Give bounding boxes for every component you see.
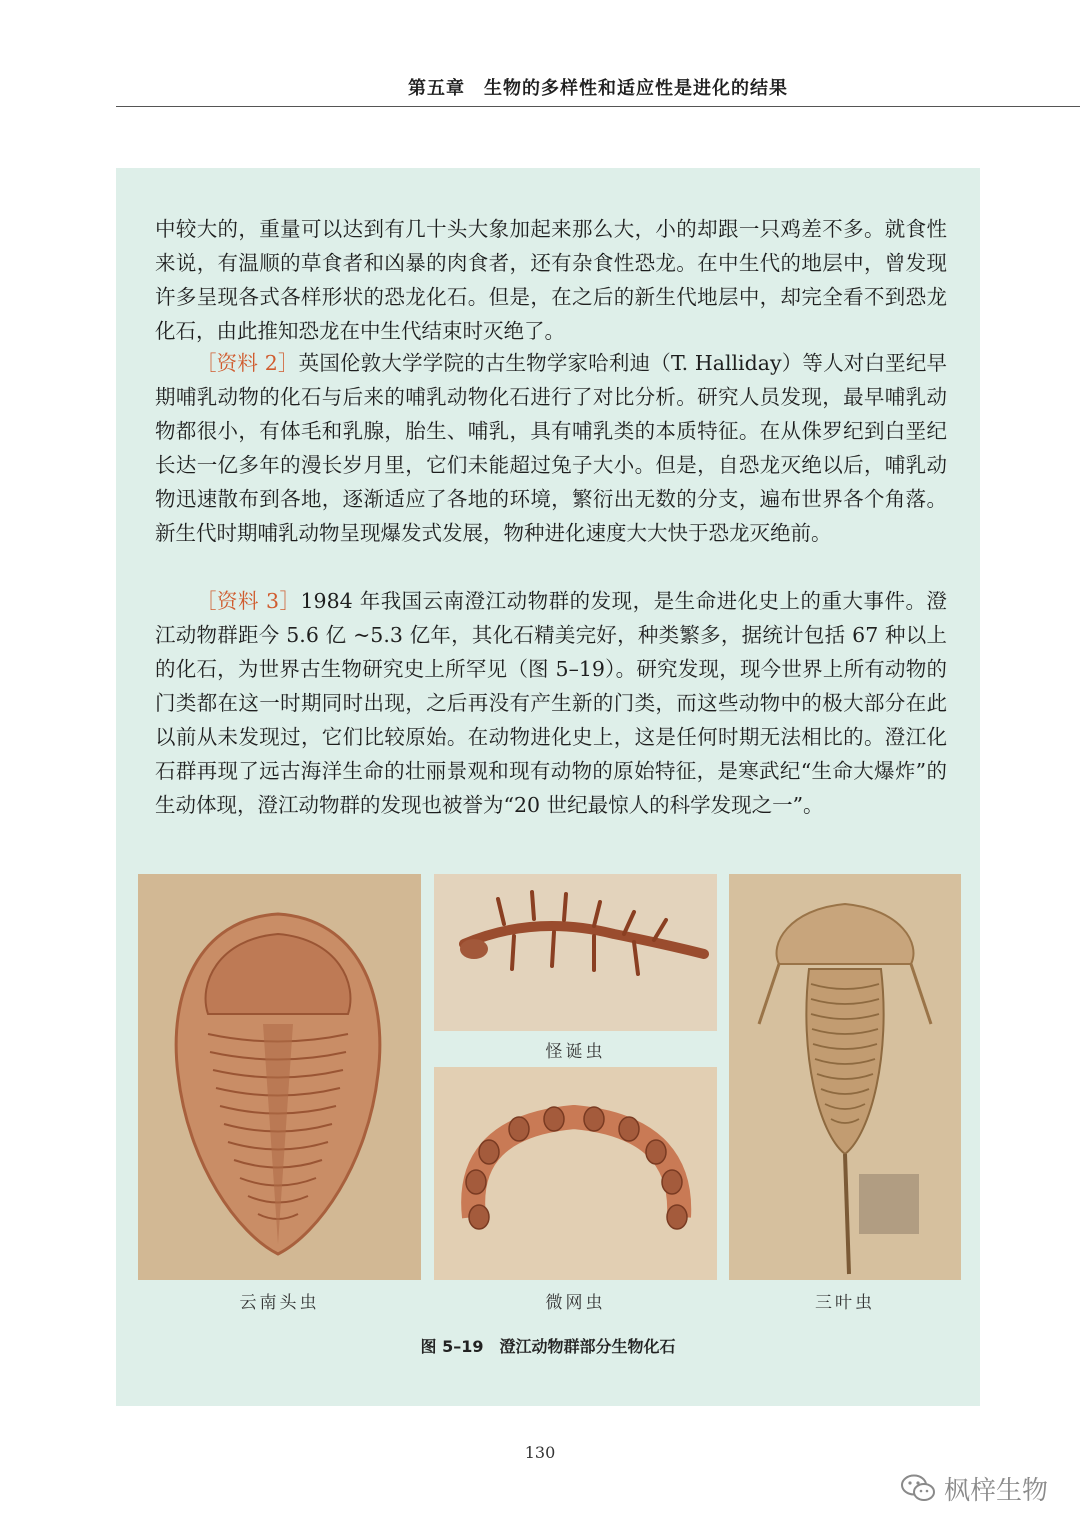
- wechat-icon: [900, 1473, 936, 1503]
- caption-weiwang: 微网虫: [545, 1293, 606, 1313]
- header-rule: [116, 106, 1080, 107]
- paragraph-dinosaurs: 中较大的，重量可以达到有几十头大象加起来那么大，小的却跟一只鸡差不多。就食性来说，有温顺的草食者和凶暴的肉食者，还有杂食性恐龙。在中生代的地层中，曾发现许多呈现各式各样形状的恐龙化石。但是，在之后的新生代地层中，却完全看不到恐龙化石，由此推知恐龙在中生代结束时灭绝了。: [155, 217, 947, 343]
- yunnan-fossil-photo: [138, 874, 421, 1280]
- page-number: 130: [524, 1443, 556, 1462]
- chapter-header: 第五章 生物的多样性和适应性是进化的结果: [408, 78, 788, 99]
- caption-guaidan: 怪诞虫: [545, 1042, 606, 1062]
- guaidan-fossil-photo: [434, 874, 717, 1031]
- material-2-text: 英国伦敦大学学院的古生物学家哈利迪（T. Halliday）等人对白垩纪早期哺乳动物的化石与后来的哺乳动物化石进行了对比分析。研究人员发现，最早哺乳动物都很小，有体毛和乳腺，胎生、哺乳，具有哺乳类的本质特征。在从侏罗纪到白垩纪长达一亿多年的漫长岁月里，它们未能超过兔子大小。但是，自恐龙灭绝以后，哺乳动物迅速散布到各地，逐渐适应了各地的环境，繁衍出无数的分支，遍布世界各个角落。新生代时期哺乳动物呈现爆发式发展，物种进化速度大大快于恐龙灭绝前。: [155, 351, 948, 545]
- paragraph-material-2: [155, 346, 947, 550]
- material-2-label: ［资料 2］: [196, 351, 299, 375]
- material-3-text: 1984 年我国云南澄江动物群的发现，是生命进化史上的重大事件。澄江动物群距今 5.6 亿 ~5.3 亿年，其化石精美完好，种类繁多，据统计包括 67 种以上的化石，为世界古生物研究史上所罕见（图 5–19）。研究发现，现今世界上所有动物的门类都在这一时期同时出现，之后再没有产生新的门类，而这些动物中的极大部分在此以前从未发现过，它们比较原始。在动物进化史上，这是任何时期无法相比的。澄江化石群再现了远古海洋生命的壮丽景观和现有动物的原始特征，是寒武纪“生命大爆炸”的生动体现，澄江动物群的发现也被誉为“20 世纪最惊人的科学发现之一”。: [155, 589, 947, 817]
- watermark-text: 枫梓生物: [943, 1475, 1048, 1506]
- weiwang-fossil-photo: [434, 1067, 717, 1280]
- material-3-label: ［资料 3］: [196, 589, 301, 613]
- caption-sanye: 三叶虫: [815, 1293, 875, 1313]
- paragraph-material-3: [155, 584, 947, 822]
- sanye-fossil-photo: [729, 874, 961, 1280]
- figure-caption: 图 5–19 澄江动物群部分生物化石: [420, 1337, 676, 1356]
- caption-yunnan: 云南头虫: [239, 1293, 320, 1313]
- watermark: [900, 1466, 1048, 1510]
